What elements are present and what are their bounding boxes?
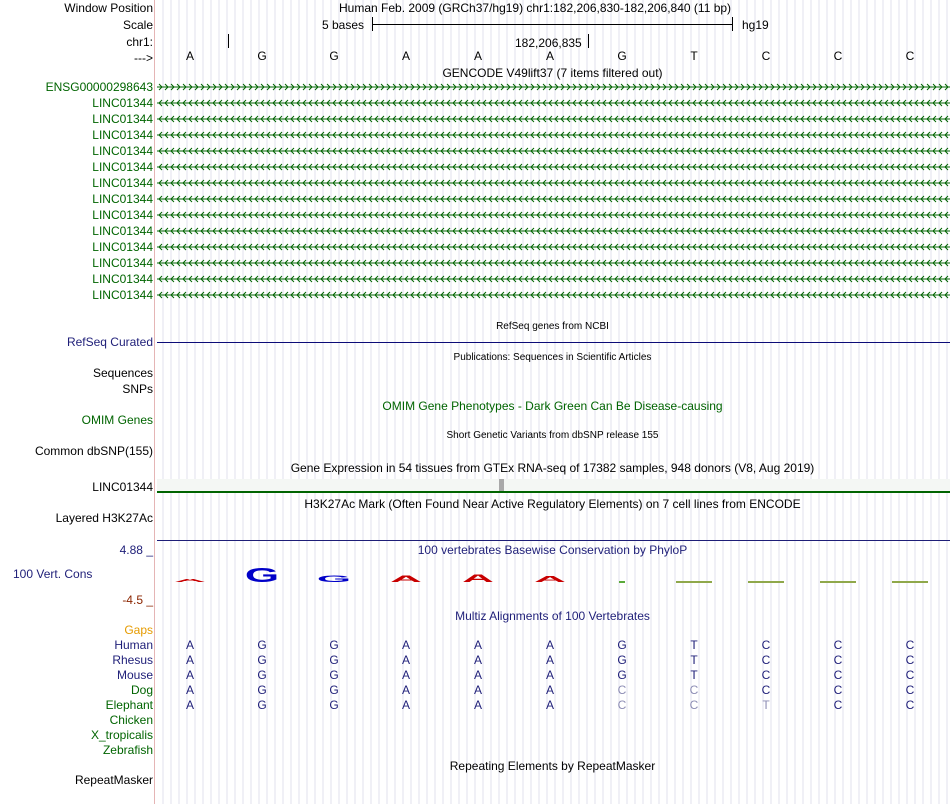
- gencode-track-label[interactable]: LINC01344: [92, 224, 153, 238]
- multiz-base: T: [690, 653, 698, 667]
- refseq-title: RefSeq genes from NCBI: [496, 321, 609, 332]
- multiz-base: C: [689, 698, 699, 712]
- multiz-base: C: [617, 698, 627, 712]
- omim-title: OMIM Gene Phenotypes - Dark Green Can Be Disease-causing: [382, 399, 723, 413]
- window-position-text: Human Feb. 2009 (GRCh37/hg19) chr1:182,206,830-182,206,840 (11 bp): [339, 1, 732, 15]
- arrow-label: --->: [134, 51, 153, 65]
- refseq-line: [157, 342, 950, 343]
- gencode-transcript[interactable]: [157, 210, 950, 220]
- multiz-base: G: [257, 638, 267, 652]
- phylop-base-glyph: G: [316, 573, 352, 584]
- gencode-transcript[interactable]: [157, 226, 950, 236]
- multiz-species-label[interactable]: X_tropicalis: [90, 728, 153, 742]
- multiz-species-label[interactable]: Chicken: [109, 713, 153, 727]
- refseq-label[interactable]: RefSeq Curated: [66, 335, 153, 349]
- multiz-base: C: [833, 653, 843, 667]
- gencode-transcript[interactable]: [157, 114, 950, 124]
- reference-base: C: [905, 49, 915, 63]
- multiz-base: C: [833, 668, 843, 682]
- repeatmasker-title: Repeating Elements by RepeatMasker: [449, 759, 656, 773]
- gencode-track-label[interactable]: ENSG00000298643: [45, 80, 153, 94]
- multiz-species-label[interactable]: Human: [114, 638, 153, 652]
- gencode-track-label[interactable]: LINC01344: [92, 272, 153, 286]
- gencode-track-label[interactable]: LINC01344: [92, 240, 153, 254]
- multiz-base: A: [185, 698, 194, 712]
- gencode-transcript[interactable]: [157, 82, 950, 92]
- gencode-transcript[interactable]: [157, 178, 950, 188]
- h3k27ac-baseline: [157, 540, 950, 541]
- multiz-base: A: [401, 698, 410, 712]
- assembly-label: hg19: [742, 18, 769, 32]
- multiz-species-label[interactable]: Dog: [130, 683, 153, 697]
- multiz-title: Multiz Alignments of 100 Vertebrates: [455, 609, 650, 623]
- multiz-base: C: [905, 668, 915, 682]
- gencode-title: GENCODE V49lift37 (7 items filtered out): [442, 66, 663, 80]
- reference-base: T: [690, 49, 698, 63]
- multiz-base: C: [833, 638, 843, 652]
- multiz-base: A: [401, 683, 410, 697]
- gencode-track-label[interactable]: LINC01344: [92, 256, 153, 270]
- multiz-base: T: [690, 638, 698, 652]
- gencode-transcript[interactable]: [157, 146, 950, 156]
- dbsnp-label[interactable]: Common dbSNP(155): [34, 444, 153, 458]
- reference-base: A: [473, 49, 482, 63]
- phylop-low-bar: [892, 581, 928, 583]
- gtex-track-bg: [157, 479, 950, 491]
- scale-text: 5 bases: [322, 18, 365, 32]
- phylop-label[interactable]: 100 Vert. Cons: [13, 567, 93, 581]
- reference-base: G: [257, 49, 267, 63]
- h3k27ac-title: H3K27Ac Mark (Often Found Near Active Regulatory Elements) on 7 cell lines from ENCODE: [304, 497, 801, 511]
- multiz-species-label[interactable]: Zebrafish: [102, 743, 153, 757]
- phylop-base-glyph: A: [174, 577, 206, 584]
- gtex-label[interactable]: LINC01344: [92, 480, 153, 494]
- multiz-base: A: [473, 638, 482, 652]
- multiz-base: T: [762, 698, 770, 712]
- phylop-low-bar: [619, 581, 625, 583]
- multiz-base: A: [473, 683, 482, 697]
- multiz-base: A: [185, 653, 194, 667]
- position-tick: [588, 34, 589, 48]
- chrom-label: chr1:: [126, 35, 153, 49]
- multiz-base: A: [185, 668, 194, 682]
- scale-label: Scale: [122, 18, 153, 32]
- gtex-gene-marker: [499, 479, 504, 491]
- multiz-base: G: [257, 653, 267, 667]
- reference-base: C: [833, 49, 843, 63]
- phylop-base-glyph: G: [244, 564, 280, 587]
- multiz-base: C: [617, 683, 627, 697]
- multiz-base: A: [545, 683, 554, 697]
- multiz-base: G: [257, 698, 267, 712]
- gencode-transcript[interactable]: [157, 258, 950, 268]
- multiz-base: C: [833, 683, 843, 697]
- publications-title: Publications: Sequences in Scientific Articles: [453, 352, 652, 363]
- gencode-track-label[interactable]: LINC01344: [92, 112, 153, 126]
- reference-base: A: [401, 49, 410, 63]
- scale-bar-right-tick: [732, 17, 733, 31]
- multiz-base: G: [329, 653, 339, 667]
- gencode-track-label[interactable]: LINC01344: [92, 192, 153, 206]
- multiz-base: A: [473, 653, 482, 667]
- multiz-base: A: [545, 653, 554, 667]
- multiz-base: C: [905, 683, 915, 697]
- multiz-base: A: [473, 698, 482, 712]
- gencode-transcript[interactable]: [157, 242, 950, 252]
- multiz-base: A: [185, 638, 194, 652]
- phylop-logo: [155, 560, 950, 590]
- multiz-base: C: [761, 638, 771, 652]
- phylop-min-label: -4.5 _: [122, 593, 153, 607]
- phylop-title: 100 vertebrates Basewise Conservation by PhyloP: [417, 543, 688, 557]
- reference-base: A: [185, 49, 194, 63]
- position-tick-label: 182,206,835: [515, 36, 582, 50]
- dbsnp-title: Short Genetic Variants from dbSNP release 155: [446, 430, 659, 441]
- multiz-species-label[interactable]: Elephant: [105, 698, 153, 712]
- multiz-gaps-label[interactable]: Gaps: [124, 623, 153, 637]
- publications-label-snps[interactable]: SNPs: [122, 382, 153, 396]
- gencode-track-label[interactable]: LINC01344: [92, 128, 153, 142]
- phylop-base-glyph: A: [390, 573, 422, 584]
- publications-label-sequences[interactable]: Sequences: [92, 366, 153, 380]
- reference-base: G: [617, 49, 627, 63]
- multiz-base: C: [905, 638, 915, 652]
- gencode-track-label[interactable]: LINC01344: [92, 144, 153, 158]
- multiz-base: G: [329, 638, 339, 652]
- phylop-base-glyph: A: [534, 574, 566, 584]
- gencode-transcript[interactable]: [157, 274, 950, 284]
- phylop-low-bar: [820, 581, 856, 583]
- multiz-species-label[interactable]: Mouse: [116, 668, 153, 682]
- window-position-label: Window Position: [64, 1, 153, 15]
- multiz-base: A: [545, 698, 554, 712]
- omim-label[interactable]: OMIM Genes: [81, 413, 153, 427]
- multiz-base: G: [617, 653, 627, 667]
- multiz-base: A: [545, 668, 554, 682]
- multiz-base: G: [329, 698, 339, 712]
- phylop-max-label: 4.88 _: [119, 543, 153, 557]
- reference-base: A: [545, 49, 554, 63]
- gencode-transcript[interactable]: [157, 162, 950, 172]
- gencode-track-label[interactable]: LINC01344: [92, 288, 153, 302]
- phylop-low-bar: [748, 581, 784, 583]
- gtex-line: [157, 491, 950, 493]
- multiz-species-label[interactable]: Rhesus: [112, 653, 153, 667]
- multiz-base: C: [905, 698, 915, 712]
- multiz-base: G: [257, 668, 267, 682]
- multiz-base: A: [401, 653, 410, 667]
- multiz-base: A: [185, 683, 194, 697]
- scale-bar: [372, 24, 733, 25]
- multiz-base: C: [761, 683, 771, 697]
- multiz-base: A: [473, 668, 482, 682]
- reference-base: C: [761, 49, 771, 63]
- gencode-transcript[interactable]: [157, 98, 950, 108]
- repeatmasker-label[interactable]: RepeatMasker: [74, 773, 153, 787]
- multiz-base: A: [545, 638, 554, 652]
- multiz-base: A: [401, 638, 410, 652]
- chrom-tick-left: [228, 34, 229, 48]
- gencode-transcript[interactable]: [157, 194, 950, 204]
- multiz-base: C: [833, 698, 843, 712]
- multiz-base: C: [761, 668, 771, 682]
- multiz-base: C: [905, 653, 915, 667]
- multiz-base: G: [257, 683, 267, 697]
- h3k27ac-label[interactable]: Layered H3K27Ac: [55, 511, 153, 525]
- gtex-title: Gene Expression in 54 tissues from GTEx RNA-seq of 17382 samples, 948 donors (V8, Aug 2019): [290, 461, 815, 475]
- gencode-track-label[interactable]: LINC01344: [92, 96, 153, 110]
- gencode-track-label[interactable]: LINC01344: [92, 208, 153, 222]
- multiz-base: G: [329, 668, 339, 682]
- phylop-low-bar: [676, 581, 712, 583]
- multiz-base: A: [401, 668, 410, 682]
- gencode-transcript[interactable]: [157, 290, 950, 300]
- reference-base: G: [329, 49, 339, 63]
- multiz-base: T: [690, 668, 698, 682]
- gencode-track-label[interactable]: LINC01344: [92, 176, 153, 190]
- gencode-transcript[interactable]: [157, 130, 950, 140]
- multiz-base: G: [329, 683, 339, 697]
- multiz-base: G: [617, 668, 627, 682]
- multiz-base: C: [689, 683, 699, 697]
- multiz-base: C: [761, 653, 771, 667]
- multiz-base: G: [617, 638, 627, 652]
- gencode-track-label[interactable]: LINC01344: [92, 160, 153, 174]
- phylop-base-glyph: A: [462, 572, 494, 585]
